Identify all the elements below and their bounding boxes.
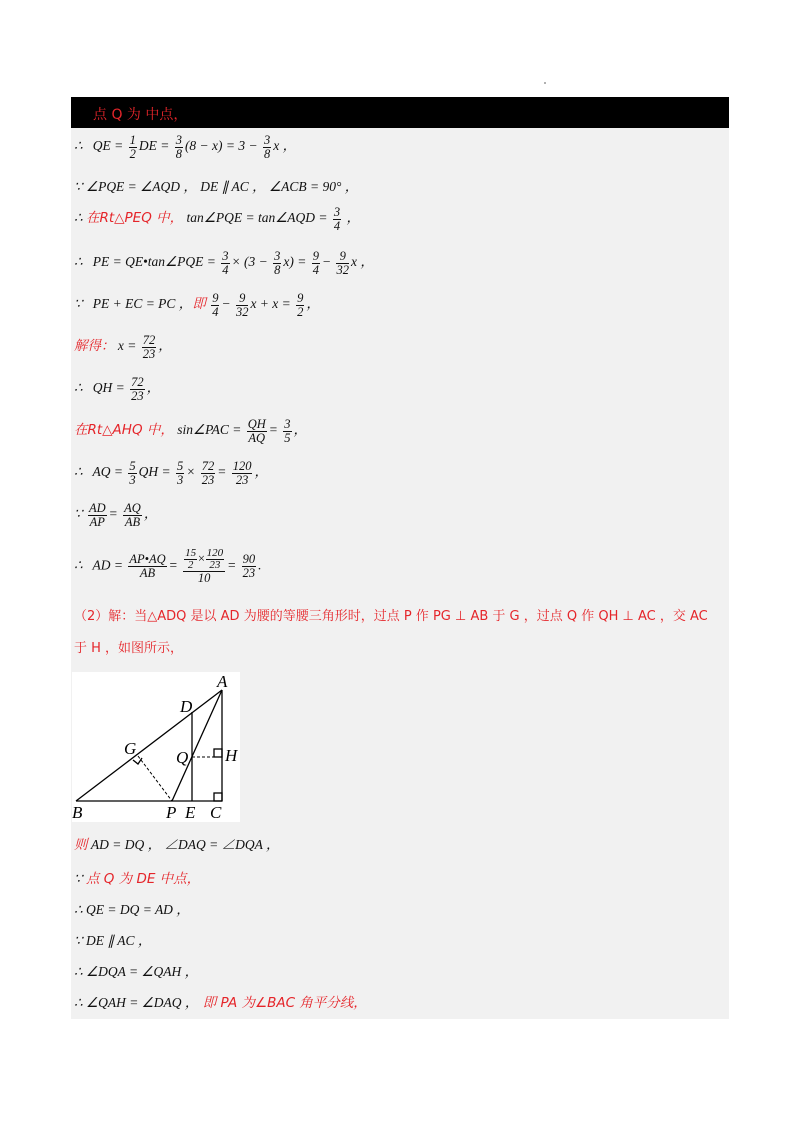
triangle-lines (76, 690, 222, 801)
stray-dot (544, 82, 546, 84)
after-line-6: ∴ ∠QAH = ∠DAQ ， 即 PA 为∠BAC 角平分线， (74, 995, 367, 1011)
line-solve: 解得： x = $\frac{72}{23}$ ， (74, 333, 172, 361)
after-line-5: ∴ ∠DQA = ∠QAH ， (74, 964, 199, 979)
label-Q: Q (176, 748, 189, 767)
part2-line1: （2）解：当△ADQ 是以 AD 为腰的等腰三角形时，过点 P 作 PG ⊥ AB 于 G ，过点 Q 作 QH ⊥ AC ，交 AC (74, 609, 708, 624)
label-A: A (217, 672, 228, 691)
after-line-4: ∵ DE ∥ AC ， (74, 933, 152, 948)
header-text: 点 Q 为 中点， (93, 107, 188, 123)
label-D: D (180, 697, 193, 716)
header-bar (71, 97, 729, 128)
line-pe: ∴ PE = QE•tan∠PQE = $\frac{3}{4}$ × (3 − $\frac{3}{8}$ x) = $\frac{9}{4}$ − $\frac{9}{32}$ x ， (74, 249, 374, 277)
part2-line2: 于 H ，如图所示， (74, 641, 184, 656)
line-pc: ∵ PE + EC = PC ，即 $\frac{9}{4}$ − $\frac{9}{32}$ x + x = $\frac{9}{2}$ ， (74, 291, 320, 319)
after-line-3: ∴ QE = DQ = AD ， (74, 902, 190, 917)
label-E: E (185, 803, 196, 822)
line-qh: ∴ QH = $\frac{72}{23}$ ， (74, 375, 161, 403)
after-line-1: 则 AD = DQ ， ∠DAQ = ∠DQA ， (74, 837, 280, 853)
line-ad: ∴ AD = $\frac{AP•AQ}{AB}$ = $\frac{15}{2}$ × $\frac{120}{23}$ 10 = $\frac{90}{23}$ . (74, 547, 262, 585)
label-C: C (210, 803, 222, 822)
label-P: P (166, 803, 177, 822)
after-line-2: ∵ 点 Q 为 DE 中点， (74, 871, 201, 887)
line-sin: 在Rt△AHQ 中， sin∠PAC = $\frac{QH}{AQ}$ = $\frac{3}{5}$ ， (74, 417, 308, 445)
label-G: G (124, 739, 137, 758)
label-H: H (225, 746, 238, 765)
line-qe: ∴ QE = $\frac{1}{2}$ DE = $\frac{3}{8}$ (8 − x) = 3 − $\frac{3}{8}$ x ， (74, 133, 297, 161)
line-angles: ∵ ∠PQE = ∠AQD ， DE ∥ AC ， ∠ACB = 90° ， (74, 179, 359, 194)
line-tan: ∴ 在Rt△PEQ 中， tan∠PQE = tan∠AQD = $\frac{3}{4}$ ， (74, 205, 361, 233)
label-B: B (72, 803, 83, 822)
line-ratio: ∵ $\frac{AD}{AP}$ = $\frac{AQ}{AB}$ ， (74, 501, 158, 529)
line-aq: ∴ AQ = $\frac{5}{3}$ QH = $\frac{5}{3}$ × $\frac{72}{23}$ = $\frac{120}{23}$ ， (74, 459, 268, 487)
geometry-figure (72, 672, 240, 822)
